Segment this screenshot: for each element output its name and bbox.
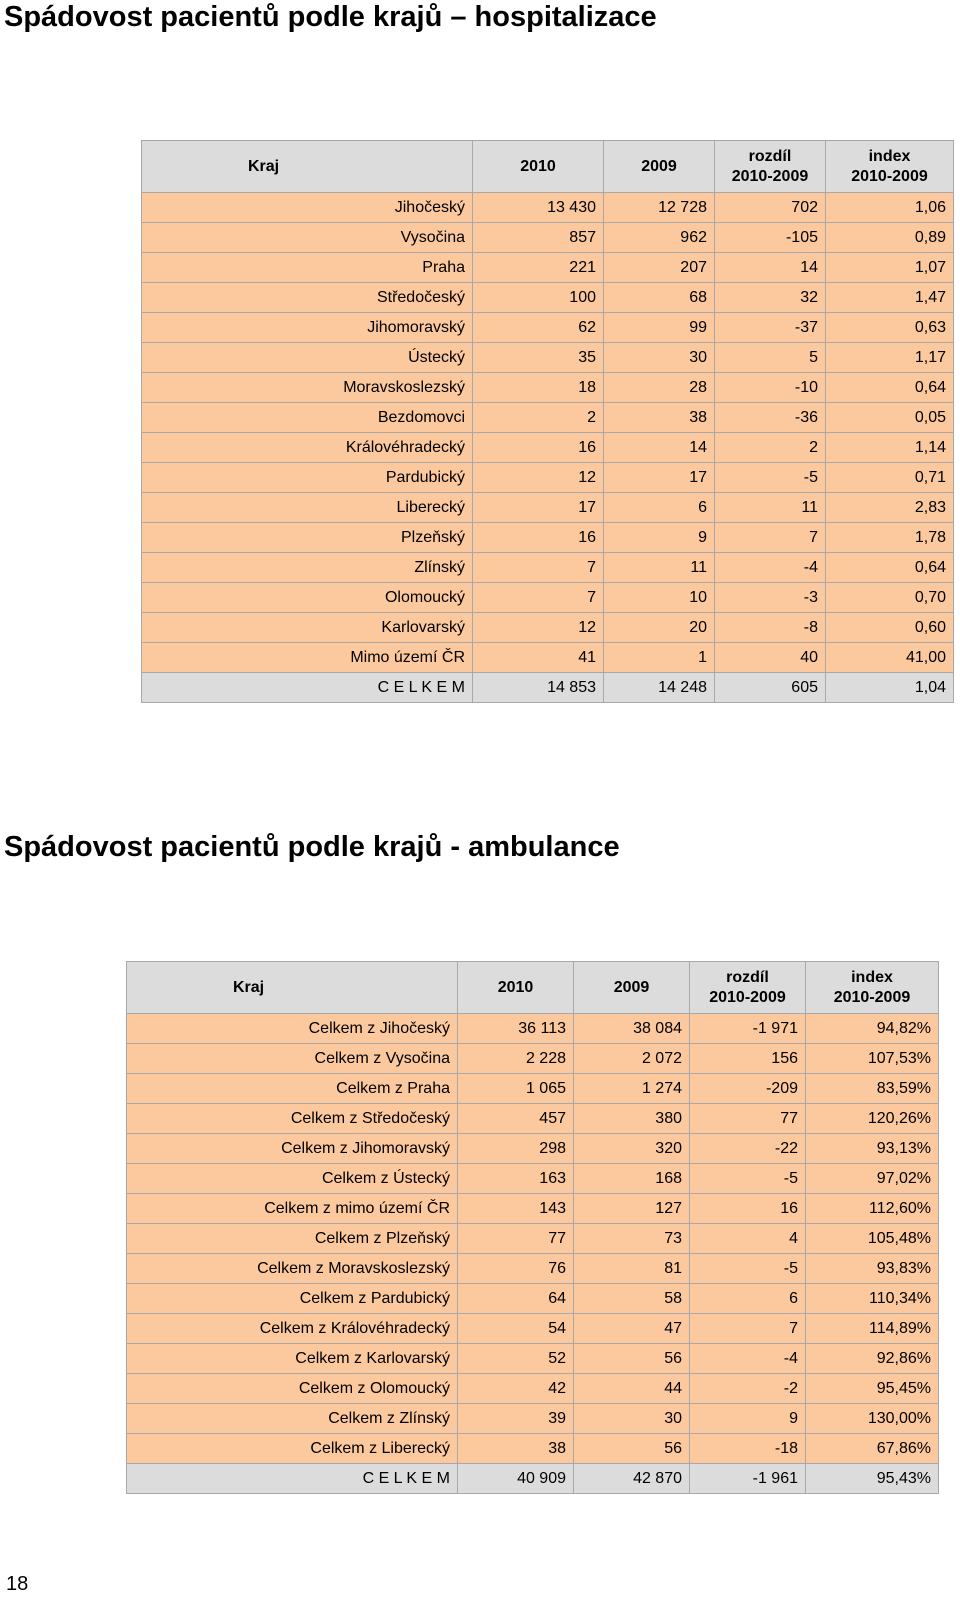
cell-index: 93,83%: [806, 1254, 939, 1284]
cell-difference: 14: [715, 253, 826, 283]
cell-kraj: Celkem z Jihomoravský: [127, 1134, 458, 1164]
cell-2009: 99: [604, 313, 715, 343]
cell-2009: 14: [604, 433, 715, 463]
table-row: [127, 1254, 939, 1284]
cell-2009: 962: [604, 223, 715, 253]
header-index: index 2010-2009: [806, 962, 939, 1014]
cell-2010: 12: [473, 613, 604, 643]
cell-kraj: Celkem z Liberecký: [127, 1434, 458, 1464]
table-row: [127, 1314, 939, 1344]
cell-2009: 12 728: [604, 193, 715, 223]
total-cell-2009: 14 248: [604, 673, 715, 703]
table-row: [142, 283, 954, 313]
cell-difference: 7: [690, 1314, 806, 1344]
cell-difference: 6: [690, 1284, 806, 1314]
cell-difference: -4: [715, 553, 826, 583]
header-2009: 2009: [604, 141, 715, 193]
cell-index: 93,13%: [806, 1134, 939, 1164]
cell-2010: 54: [458, 1314, 574, 1344]
cell-2009: 380: [574, 1104, 690, 1134]
cell-index: 0,05: [826, 403, 954, 433]
cell-difference: -3: [715, 583, 826, 613]
cell-index: 41,00: [826, 643, 954, 673]
total-cell-index: 1,04: [826, 673, 954, 703]
cell-2010: 143: [458, 1194, 574, 1224]
cell-difference: 5: [715, 343, 826, 373]
cell-difference: -5: [715, 463, 826, 493]
cell-difference: -8: [715, 613, 826, 643]
cell-difference: 156: [690, 1044, 806, 1074]
header-2010: 2010: [458, 962, 574, 1014]
table-row: [142, 583, 954, 613]
cell-difference: 32: [715, 283, 826, 313]
cell-2010: 17: [473, 493, 604, 523]
cell-2010: 2: [473, 403, 604, 433]
cell-2010: 2 228: [458, 1044, 574, 1074]
cell-kraj: Moravskoslezský: [142, 373, 473, 403]
cell-2010: 76: [458, 1254, 574, 1284]
cell-2009: 1: [604, 643, 715, 673]
cell-difference: -36: [715, 403, 826, 433]
cell-difference: -105: [715, 223, 826, 253]
cell-difference: -5: [690, 1164, 806, 1194]
cell-2010: 64: [458, 1284, 574, 1314]
cell-index: 2,83: [826, 493, 954, 523]
cell-difference: 7: [715, 523, 826, 553]
table-row: [127, 1374, 939, 1404]
cell-index: 120,26%: [806, 1104, 939, 1134]
header-2009: 2009: [574, 962, 690, 1014]
cell-difference: -10: [715, 373, 826, 403]
table-row: [127, 1194, 939, 1224]
hospitalization-table-body: [142, 193, 954, 703]
cell-2009: 38 084: [574, 1014, 690, 1044]
table-row: [142, 613, 954, 643]
total-cell-index: 95,43%: [806, 1464, 939, 1494]
cell-2010: 100: [473, 283, 604, 313]
cell-index: 1,06: [826, 193, 954, 223]
total-cell-2010: 40 909: [458, 1464, 574, 1494]
cell-2009: 127: [574, 1194, 690, 1224]
cell-2009: 10: [604, 583, 715, 613]
cell-2010: 457: [458, 1104, 574, 1134]
cell-2010: 857: [473, 223, 604, 253]
page-number: 18: [6, 1573, 29, 1595]
table-row: [142, 403, 954, 433]
cell-index: 114,89%: [806, 1314, 939, 1344]
table-row: [142, 343, 954, 373]
cell-index: 1,78: [826, 523, 954, 553]
cell-difference: 77: [690, 1104, 806, 1134]
ambulance-title: Spádovost pacientů podle krajů - ambulance: [4, 831, 620, 863]
cell-kraj: Celkem z Královéhradecký: [127, 1314, 458, 1344]
cell-2010: 16: [473, 433, 604, 463]
header-difference: rozdíl 2010-2009: [715, 141, 826, 193]
cell-kraj: Karlovarský: [142, 613, 473, 643]
cell-2010: 62: [473, 313, 604, 343]
header-kraj: Kraj: [127, 962, 458, 1014]
table-row: [127, 1044, 939, 1074]
cell-index: 0,64: [826, 373, 954, 403]
header-2010: 2010: [473, 141, 604, 193]
cell-2009: 56: [574, 1434, 690, 1464]
cell-kraj: Celkem z Zlínský: [127, 1404, 458, 1434]
cell-difference: -4: [690, 1344, 806, 1374]
cell-kraj: Ústecký: [142, 343, 473, 373]
cell-index: 1,07: [826, 253, 954, 283]
cell-difference: -22: [690, 1134, 806, 1164]
cell-index: 107,53%: [806, 1044, 939, 1074]
cell-index: 130,00%: [806, 1404, 939, 1434]
cell-difference: -37: [715, 313, 826, 343]
cell-difference: 9: [690, 1404, 806, 1434]
table-row: [127, 1284, 939, 1314]
table-row: [127, 1344, 939, 1374]
cell-2009: 17: [604, 463, 715, 493]
cell-index: 0,60: [826, 613, 954, 643]
total-cell-difference: -1 961: [690, 1464, 806, 1494]
cell-2009: 320: [574, 1134, 690, 1164]
cell-kraj: Celkem z Karlovarský: [127, 1344, 458, 1374]
cell-kraj: Celkem z Pardubický: [127, 1284, 458, 1314]
total-cell-difference: 605: [715, 673, 826, 703]
cell-2009: 168: [574, 1164, 690, 1194]
total-cell-kraj: C E L K E M: [142, 673, 473, 703]
total-row: [127, 1464, 939, 1494]
cell-index: 83,59%: [806, 1074, 939, 1104]
cell-index: 1,47: [826, 283, 954, 313]
cell-2010: 13 430: [473, 193, 604, 223]
cell-kraj: Celkem z Praha: [127, 1074, 458, 1104]
cell-2009: 28: [604, 373, 715, 403]
cell-difference: -1 971: [690, 1014, 806, 1044]
cell-kraj: Vysočina: [142, 223, 473, 253]
cell-index: 0,71: [826, 463, 954, 493]
table-row: [142, 193, 954, 223]
cell-2010: 16: [473, 523, 604, 553]
cell-kraj: Celkem z Středočeský: [127, 1104, 458, 1134]
cell-2010: 163: [458, 1164, 574, 1194]
cell-2009: 30: [574, 1404, 690, 1434]
cell-2009: 9: [604, 523, 715, 553]
cell-kraj: Praha: [142, 253, 473, 283]
cell-index: 0,64: [826, 553, 954, 583]
total-cell-2010: 14 853: [473, 673, 604, 703]
cell-2009: 2 072: [574, 1044, 690, 1074]
cell-index: 94,82%: [806, 1014, 939, 1044]
cell-index: 0,63: [826, 313, 954, 343]
cell-2010: 12: [473, 463, 604, 493]
cell-2009: 6: [604, 493, 715, 523]
cell-2009: 207: [604, 253, 715, 283]
cell-2009: 38: [604, 403, 715, 433]
table-row: [142, 433, 954, 463]
cell-index: 0,70: [826, 583, 954, 613]
cell-difference: -209: [690, 1074, 806, 1104]
cell-kraj: Zlínský: [142, 553, 473, 583]
cell-2010: 39: [458, 1404, 574, 1434]
table-row: [127, 1104, 939, 1134]
table-row: [142, 373, 954, 403]
hospitalization-table: [141, 140, 954, 703]
cell-difference: -5: [690, 1254, 806, 1284]
cell-kraj: Královéhradecký: [142, 433, 473, 463]
cell-difference: 16: [690, 1194, 806, 1224]
table-row: [127, 1434, 939, 1464]
cell-index: 105,48%: [806, 1224, 939, 1254]
table-row: [142, 223, 954, 253]
cell-2009: 44: [574, 1374, 690, 1404]
cell-2009: 81: [574, 1254, 690, 1284]
table-header-row: [127, 962, 939, 1014]
cell-2010: 36 113: [458, 1014, 574, 1044]
cell-2010: 38: [458, 1434, 574, 1464]
cell-2009: 11: [604, 553, 715, 583]
cell-2009: 1 274: [574, 1074, 690, 1104]
cell-difference: 702: [715, 193, 826, 223]
cell-2010: 77: [458, 1224, 574, 1254]
table-row: [142, 463, 954, 493]
cell-kraj: Celkem z Ústecký: [127, 1164, 458, 1194]
cell-2009: 58: [574, 1284, 690, 1314]
table-header-row: [142, 141, 954, 193]
cell-difference: 2: [715, 433, 826, 463]
total-row: [142, 673, 954, 703]
cell-difference: 4: [690, 1224, 806, 1254]
cell-2009: 56: [574, 1344, 690, 1374]
total-cell-2009: 42 870: [574, 1464, 690, 1494]
cell-2010: 298: [458, 1134, 574, 1164]
cell-index: 92,86%: [806, 1344, 939, 1374]
cell-index: 67,86%: [806, 1434, 939, 1464]
cell-index: 0,89: [826, 223, 954, 253]
cell-kraj: Pardubický: [142, 463, 473, 493]
cell-2010: 18: [473, 373, 604, 403]
cell-2009: 68: [604, 283, 715, 313]
cell-2010: 221: [473, 253, 604, 283]
table-row: [142, 553, 954, 583]
cell-kraj: Jihočeský: [142, 193, 473, 223]
cell-kraj: Celkem z mimo území ČR: [127, 1194, 458, 1224]
cell-2009: 30: [604, 343, 715, 373]
header-kraj: Kraj: [142, 141, 473, 193]
table-row: [142, 493, 954, 523]
cell-2010: 7: [473, 553, 604, 583]
cell-kraj: Celkem z Vysočina: [127, 1044, 458, 1074]
cell-kraj: Středočeský: [142, 283, 473, 313]
cell-2010: 1 065: [458, 1074, 574, 1104]
cell-2010: 41: [473, 643, 604, 673]
table-row: [142, 523, 954, 553]
table-row: [127, 1074, 939, 1104]
hospitalization-title: Spádovost pacientů podle krajů – hospitalizace: [4, 1, 657, 33]
cell-kraj: Jihomoravský: [142, 313, 473, 343]
cell-2010: 7: [473, 583, 604, 613]
ambulance-table-body: [127, 1014, 939, 1494]
cell-2010: 35: [473, 343, 604, 373]
total-cell-kraj: C E L K E M: [127, 1464, 458, 1494]
table-row: [142, 253, 954, 283]
table-row: [127, 1014, 939, 1044]
cell-2009: 47: [574, 1314, 690, 1344]
cell-kraj: Celkem z Plzeňský: [127, 1224, 458, 1254]
cell-kraj: Mimo území ČR: [142, 643, 473, 673]
cell-index: 95,45%: [806, 1374, 939, 1404]
cell-2010: 42: [458, 1374, 574, 1404]
table-row: [142, 643, 954, 673]
table-row: [127, 1404, 939, 1434]
cell-kraj: Liberecký: [142, 493, 473, 523]
cell-kraj: Celkem z Jihočeský: [127, 1014, 458, 1044]
cell-difference: 11: [715, 493, 826, 523]
table-row: [142, 313, 954, 343]
cell-index: 110,34%: [806, 1284, 939, 1314]
cell-kraj: Bezdomovci: [142, 403, 473, 433]
cell-difference: -18: [690, 1434, 806, 1464]
cell-kraj: Celkem z Olomoucký: [127, 1374, 458, 1404]
table-row: [127, 1164, 939, 1194]
header-difference: rozdíl 2010-2009: [690, 962, 806, 1014]
header-index: index 2010-2009: [826, 141, 954, 193]
cell-difference: -2: [690, 1374, 806, 1404]
cell-index: 112,60%: [806, 1194, 939, 1224]
ambulance-table: [126, 961, 939, 1494]
cell-index: 1,14: [826, 433, 954, 463]
cell-2009: 20: [604, 613, 715, 643]
table-row: [127, 1224, 939, 1254]
cell-index: 1,17: [826, 343, 954, 373]
table-row: [127, 1134, 939, 1164]
cell-kraj: Plzeňský: [142, 523, 473, 553]
cell-kraj: Celkem z Moravskoslezský: [127, 1254, 458, 1284]
cell-difference: 40: [715, 643, 826, 673]
cell-2009: 73: [574, 1224, 690, 1254]
cell-2010: 52: [458, 1344, 574, 1374]
cell-kraj: Olomoucký: [142, 583, 473, 613]
cell-index: 97,02%: [806, 1164, 939, 1194]
